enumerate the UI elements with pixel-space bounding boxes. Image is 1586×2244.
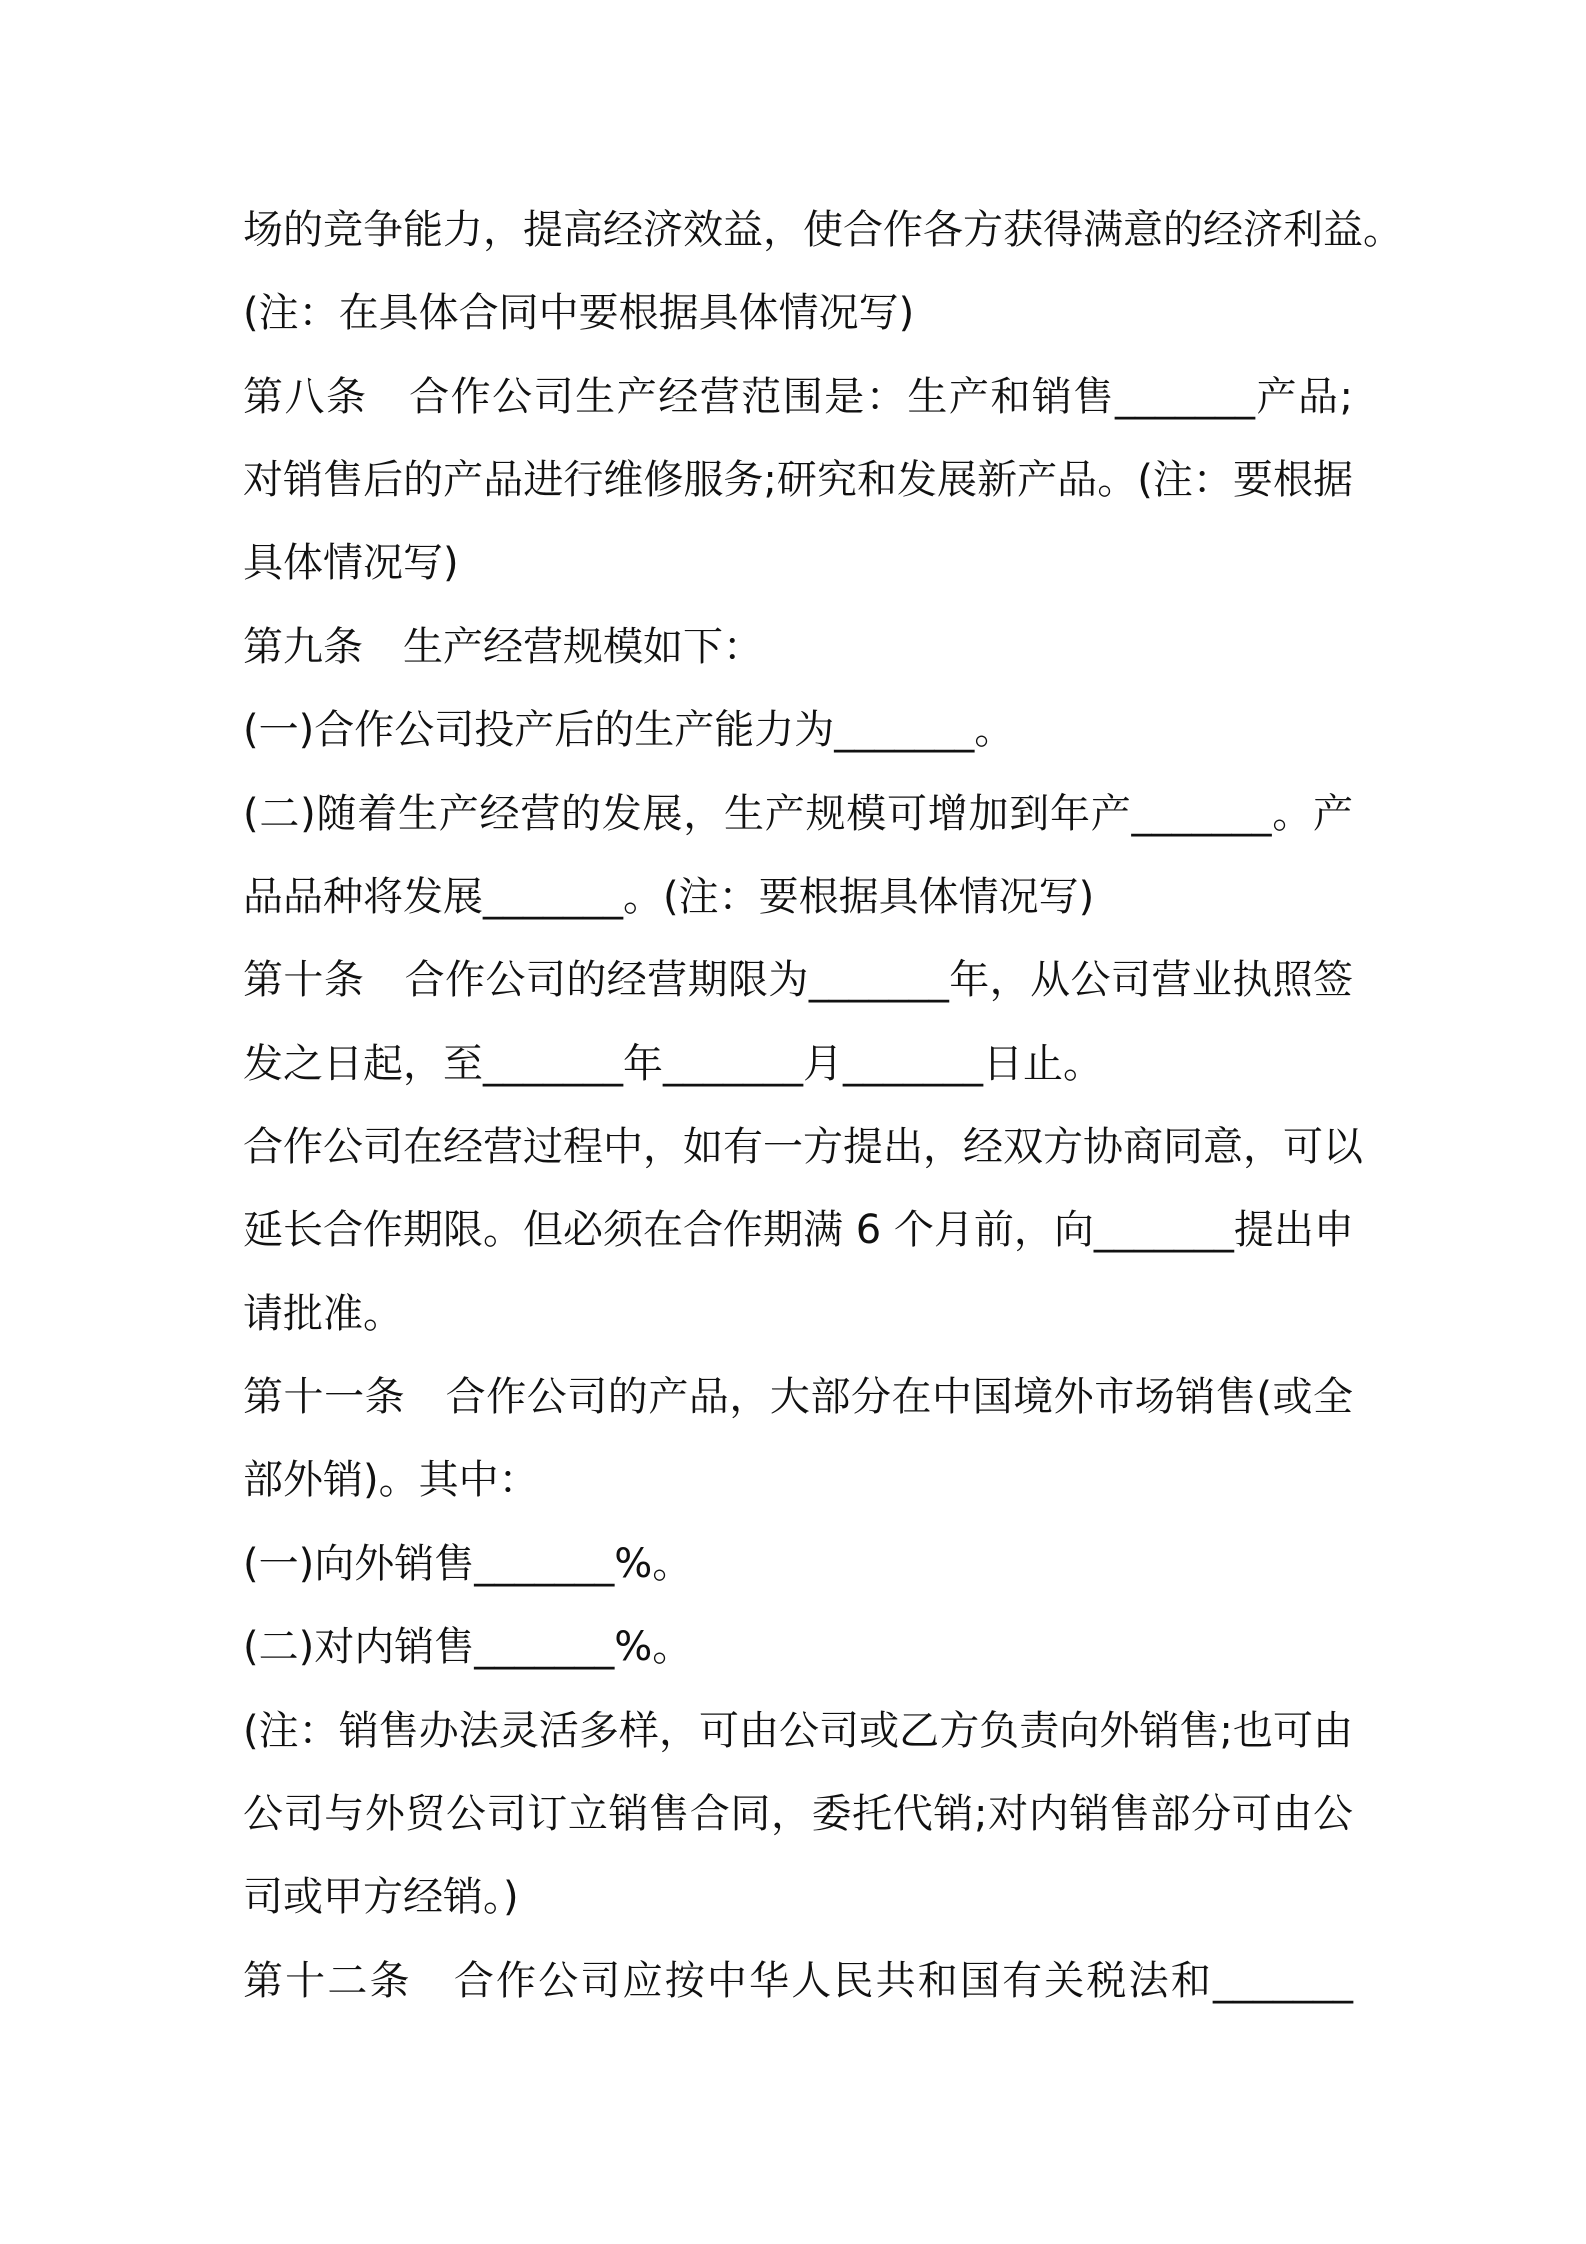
text-line: (注：在具体合同中要根据具体情况写)	[243, 290, 915, 336]
text-line: 发之日起，至_______年_______月_______日止。	[243, 1041, 1103, 1087]
text-line: (注：销售办法灵活多样，可由公司或乙方负责向外销售;也可由	[243, 1708, 1353, 1754]
article-11-heading: 第十一条 合作公司的产品，大部分在中国境外市场销售(或全	[243, 1374, 1353, 1420]
text-line: 公司与外贸公司订立销售合同，委托代销;对内销售部分可由公	[243, 1791, 1353, 1837]
list-item: (二)对内销售_______%。	[243, 1624, 693, 1670]
text-line: 具体情况写)	[243, 540, 459, 586]
text-line: 延长合作期限。但必须在合作期满 6 个月前，向_______提出申	[243, 1207, 1354, 1253]
article-12-heading: 第十二条 合作公司应按中华人民共和国有关税法和_______	[243, 1958, 1353, 2004]
list-item: (二)随着生产经营的发展，生产规模可增加到年产_______。产	[243, 791, 1353, 837]
text-line: 对销售后的产品进行维修服务;研究和发展新产品。(注：要根据	[243, 457, 1353, 503]
list-item: (一)合作公司投产后的生产能力为_______。	[243, 707, 1015, 753]
list-item: (一)向外销售_______%。	[243, 1541, 693, 1587]
text-line: 请批准。	[243, 1291, 403, 1337]
text-line: 合作公司在经营过程中，如有一方提出，经双方协商同意，可以	[243, 1124, 1363, 1170]
text-line: 司或甲方经销。)	[243, 1874, 519, 1920]
text-line: 场的竞争能力，提高经济效益，使合作各方获得满意的经济利益。	[243, 207, 1403, 253]
text-line: 品品种将发展_______。(注：要根据具体情况写)	[243, 874, 1095, 920]
article-8-heading: 第八条 合作公司生产经营范围是：生产和销售_______产品;	[243, 374, 1353, 420]
text-line: 部外销)。其中：	[243, 1457, 539, 1503]
article-10-heading: 第十条 合作公司的经营期限为_______年，从公司营业执照签	[243, 957, 1353, 1003]
article-9-heading: 第九条 生产经营规模如下：	[243, 624, 763, 670]
